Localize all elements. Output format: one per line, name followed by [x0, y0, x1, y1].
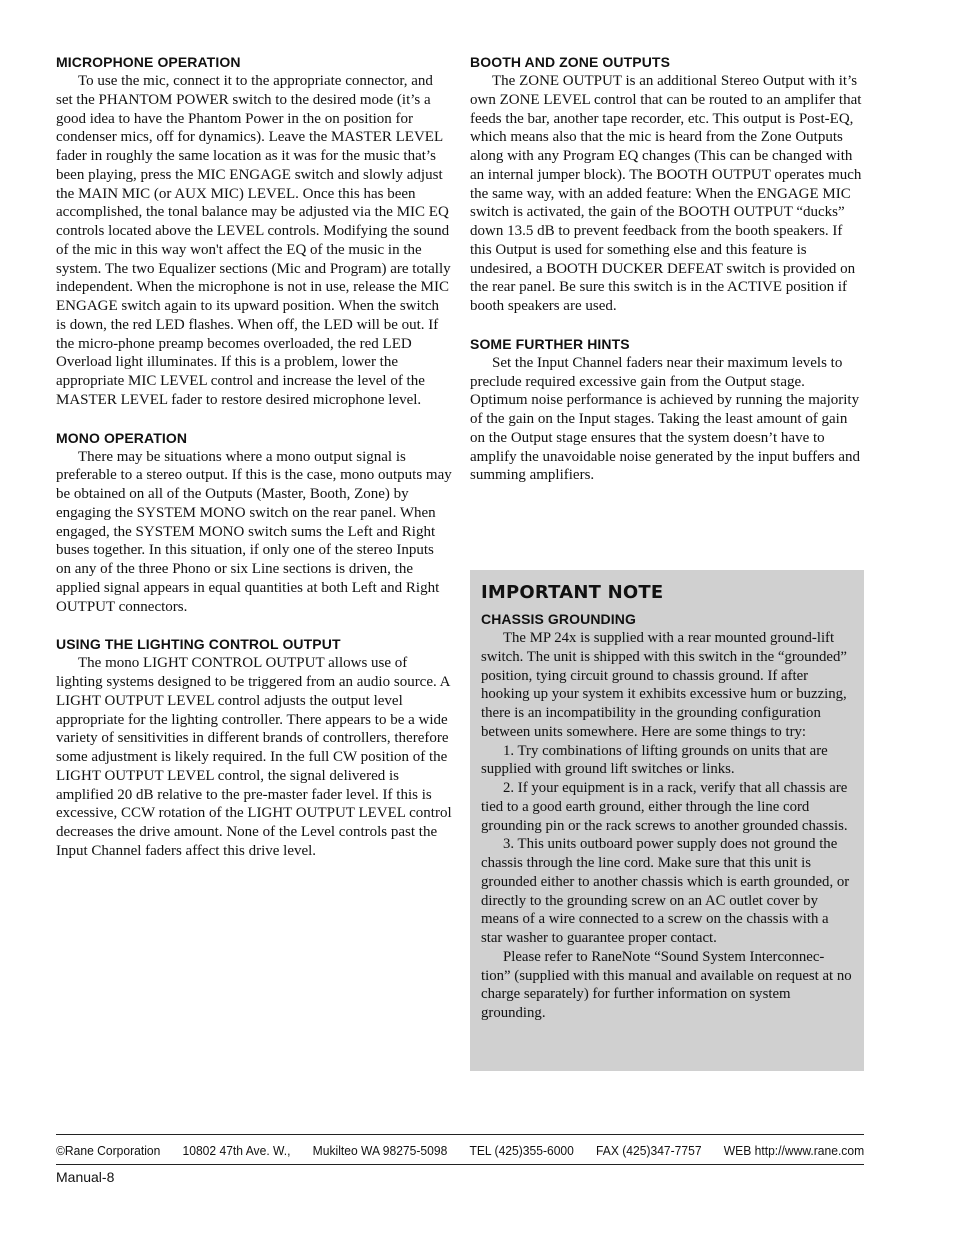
body-paragraph: The ZONE OUTPUT is an additional Stereo Output with it’s own ZONE LEVEL control that can be routed to an amplifer that feeds the bar, another tape recorder, etc. This output is Post-EQ, which means also that the mic is heard from the Zone Outputs along with any Program EQ changes (This can be changed with an internal jumper block). The BOOTH OUTPUT operates much the same way, with an added feature: When the ENGAGE MIC switch is activated, the gain of the BOOTH OUTPUT “ducks” down 13.5 dB to prevent feedback from the booth speakers. If this Output is used for something else and this feature is undesired, a BOOTH DUCKER DEFEAT switch is provided on the rear panel. Be sure this switch is in the ACTIVE position if booth speakers are used.	[470, 73, 862, 314]
footer-contact-row	[56, 1135, 864, 1164]
note-step-3: 3. This units outboard power supply does not ground the chassis through the line cord. Make sure that this unit is grounded either to another chassis which is earth grounded, or directly to the grounding screw on an AC outlet cover by means of a wire connected to a screw on the chassis with a star washer to guarantee proper contact.	[481, 836, 850, 946]
note-step-2: 2. If your equipment is in a rack, verify that all chassis are tied to a good earth ground, either through the line cord grounding pin or the rack screws to another grounded chassis.	[481, 780, 848, 834]
footer-company: ©Rane Corporation	[56, 1143, 161, 1158]
footer-address: 10802 47th Ave. W.,	[182, 1143, 291, 1158]
section-further-hints	[470, 335, 864, 485]
left-column	[56, 53, 452, 880]
body-paragraph: The mono LIGHT CONTROL OUTPUT allows use of lighting systems designed to be triggered from an audio source. A LIGHT OUTPUT LEVEL control adjusts the output level appropriate for the lighting controller. There appears to be a wide variety of sensitivities in different brands of controllers, therefore some adjustment is likely required. In the full CW position of the LIGHT OUTPUT LEVEL control, the signal delivered is amplified 20 dB relative to the pre-master fader level. If this is excessive, CCW rotation of the LIGHT OUTPUT LEVEL control decreases the drive amount. None of the Level controls past the Input Channel faders affect this drive level.	[56, 655, 452, 859]
note-title: IMPORTANT NOTE	[481, 582, 664, 603]
right-column	[470, 53, 864, 504]
page-number: Manual-8	[56, 1169, 115, 1185]
body-paragraph: To use the mic, connect it to the appropriate connector, and set the PHANTOM POWER switch to the desired mode (it’s a good idea to have the Phantom Power in the on position for condenser mics, off for dynamics). Leave the MASTER LEVEL fader in roughly the same location as it was for the music that’s been playing, press the MIC ENGAGE switch and slowly adjust the MAIN MIC (or AUX MIC) LEVEL. Once this has been accomplished, the tonal balance may be adjusted via the MIC EQ controls located above the LEVEL controls. Modifying the sound of the mic in this way won't affect the EQ of the music in the system. The two Equalizer sections (Mic and Program) are totally independent. When the microphone is not in use, release the MIC ENGAGE switch again to its upward position. When the switch is down, the red LED flashes. When off, the LED will be out. If the micro-phone preamp becomes overloaded, the red LED Overload light illuminates. If this is a problem, lower the appropriate MIC LEVEL control and increase the level of the MASTER LEVEL fader to restore desired microphone level.	[56, 73, 451, 408]
section-booth-zone-outputs	[470, 53, 864, 316]
note-reference: Please refer to RaneNote “Sound System Interconnec-tion” (supplied with this manual and available on request at no charge separately) for further information on system grounding.	[481, 948, 852, 1021]
section-heading: USING THE LIGHTING CONTROL OUTPUT	[56, 636, 341, 653]
page-footer	[56, 1134, 864, 1185]
body-paragraph: There may be situations where a mono output signal is preferable to a stereo output. If this is the case, mono outputs may be obtained on all of the Outputs (Master, Booth, Zone) by engaging the SYSTEM MONO switch on the rear panel. When engaged, the SYSTEM MONO switch sums the Left and Right buses together. In this situation, if only one of the stereo Inputs on any of the three Phono or six Line sections is driven, the applied signal appears in equal quantities at both Left and Right OUTPUT connectors.	[56, 448, 452, 615]
section-heading: SOME FURTHER HINTS	[470, 335, 630, 352]
section-heading: MICROPHONE OPERATION	[56, 54, 241, 70]
note-step-1: 1. Try combinations of lifting grounds on units that are supplied with ground lift switches or links.	[481, 742, 828, 778]
section-mono-operation	[56, 429, 452, 617]
footer-tel: TEL (425)355-6000	[469, 1143, 574, 1158]
note-paragraph: The MP 24x is supplied with a rear mounted ground-lift switch. The unit is shipped with this switch in the “grounded” position, tying circuit ground to chassis ground. If after hooking up your system it exhibits excessive hum or buzzing, there is an incompatibility in the grounding configuration between units somewhere. Here are some things to try:	[481, 630, 847, 740]
section-heading: MONO OPERATION	[56, 429, 188, 446]
note-heading: CHASSIS GROUNDING	[481, 611, 636, 627]
footer-city: Mukilteo WA 98275-5098	[312, 1143, 448, 1158]
section-lighting-control-output	[56, 635, 452, 860]
footer-fax: FAX (425)347-7757	[596, 1143, 702, 1158]
section-microphone-operation	[56, 53, 452, 410]
important-note-box	[470, 570, 864, 1071]
section-heading: BOOTH AND ZONE OUTPUTS	[470, 54, 671, 70]
footer-web[interactable]: WEB http://www.rane.com	[723, 1143, 865, 1158]
body-paragraph: Set the Input Channel faders near their maximum levels to preclude required excessive gain from the Output stage. Optimum noise performance is achieved by running the majority of the gain on the Input stages. Taking the least amount of gain on the Output stage ensures that the system doesn’t have to amplify the unavoidable noise generated by the input buffers and summing amplifiers.	[470, 354, 861, 484]
